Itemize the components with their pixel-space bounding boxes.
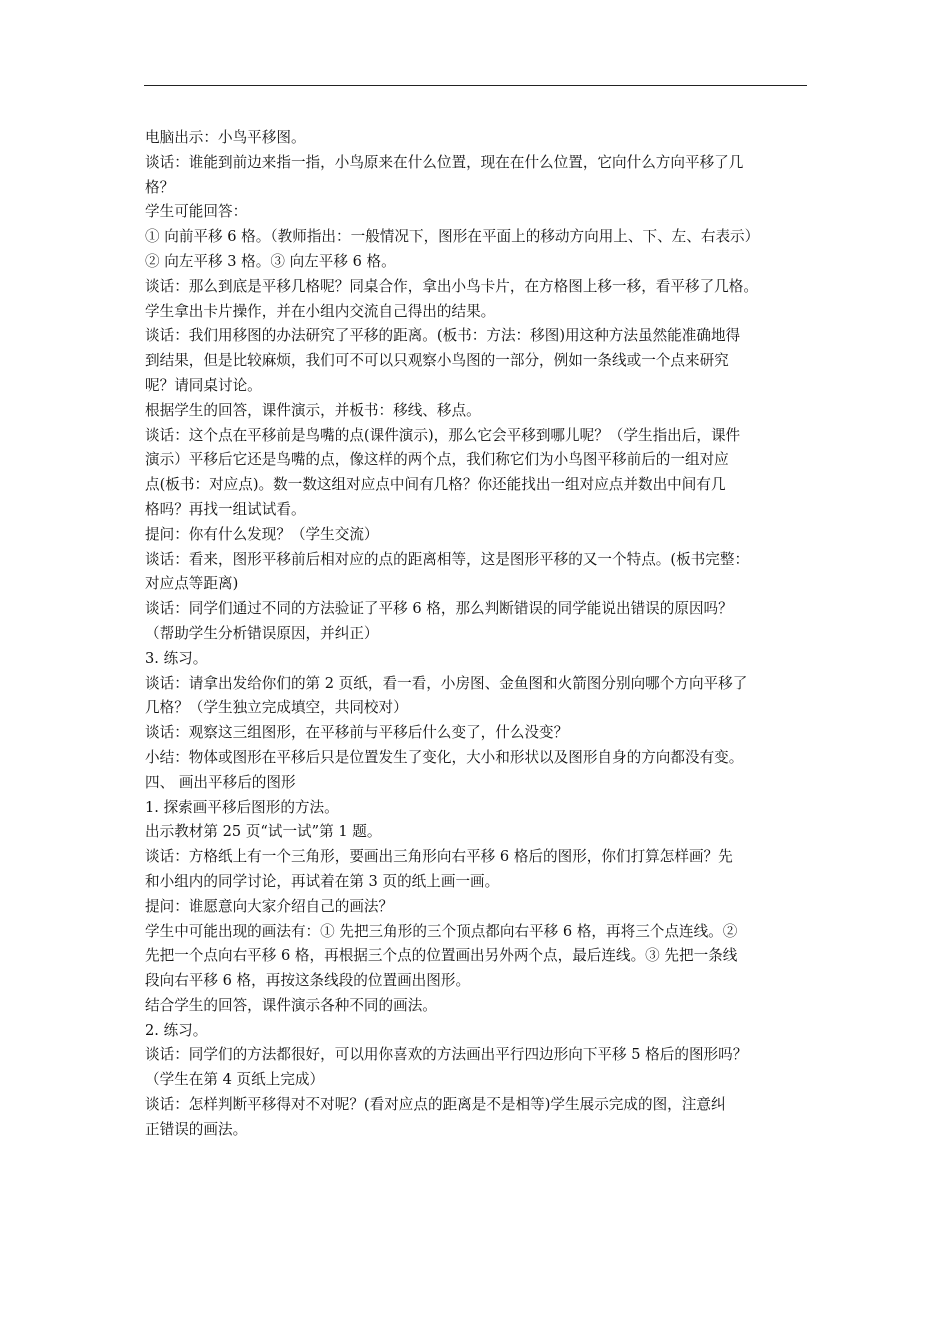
text-line: 谈话：请拿出发给你们的第 2 页纸，看一看，小房图、金鱼图和火箭图分别向哪个方向平移了 [145,674,748,692]
text-line: （帮助学生分析错误原因，并纠正） [145,624,379,642]
text-line: 结合学生的回答，课件演示各种不同的画法。 [145,996,437,1014]
text-line: 点(板书：对应点)。数一数这组对应点中间有几格？你还能找出一组对应点并数出中间有几 [145,476,726,494]
text-line: 四、 画出平移后的图形 [145,773,296,791]
text-line: 谈话：怎样判断平移得对不对呢？(看对应点的距离是不是相等)学生展示完成的图，注意纠 [145,1096,726,1114]
text-line: 格？ [145,178,175,196]
text-line: 学生拿出卡片操作，并在小组内交流自己得出的结果。 [145,302,496,320]
text-line: 正错误的画法。 [145,1120,248,1138]
text-line: 谈话：那么到底是平移几格呢？同桌合作，拿出小鸟卡片，在方格图上移一移，看平移了几格。 [145,277,758,295]
text-line: 电脑出示：小鸟平移图。 [145,129,306,146]
text-line: 谈话：观察这三组图形，在平移前与平移后什么变了，什么没变？ [145,724,569,742]
text-line: 格吗？再找一组试试看。 [145,500,306,518]
text-line: 谈话：我们用移图的办法研究了平移的距离。(板书：方法：移图)用这种方法虽然能准确地得 [145,327,741,345]
text-line: 谈话：看来，图形平移前后相对应的点的距离相等，这是图形平移的又一个特点。(板书完整： [145,550,750,568]
text-line: 出示教材第 25 页“试一试”第 1 题。 [145,823,382,841]
text-line: 2. 练习。 [145,1021,208,1039]
text-line: 学生中可能出现的画法有：① 先把三角形的三个顶点都向右平移 6 格，再将三个点连线。② [145,922,738,940]
text-line: 先把一个点向右平移 6 格，再根据三个点的位置画出另外两个点，最后连线。③ 先把一条线 [145,947,738,965]
text-line: 呢？请同桌讨论。 [145,376,262,394]
text-line: 谈话：这个点在平移前是鸟嘴的点(课件演示)，那么它会平移到哪儿呢？（学生指出后，课件 [145,426,741,444]
text-line: 小结：物体或图形在平移后只是位置发生了变化，大小和形状以及图形自身的方向都没有变。 [145,748,744,766]
text-line: 谈话：同学们的方法都很好，可以用你喜欢的方法画出平行四边形向下平移 5 格后的图形吗？ [145,1046,748,1064]
text-line: 谈话：谁能到前边来指一指，小鸟原来在什么位置，现在在什么位置，它向什么方向平移了几 [145,153,744,171]
text-line: 1. 探索画平移后图形的方法。 [145,798,339,816]
header-rule [144,85,807,86]
text-line: 对应点等距离) [145,575,239,593]
text-line: （学生在第 4 页纸上完成） [145,1071,325,1089]
text-line: ② 向左平移 3 格。③ 向左平移 6 格。 [145,252,396,270]
text-line: 谈话：同学们通过不同的方法验证了平移 6 格，那么判断错误的同学能说出错误的原因吗？ [145,600,733,618]
text-line: 段向右平移 6 格，再按这条线段的位置画出图形。 [145,972,471,990]
text-line: 学生可能回答： [145,203,248,221]
text-line: 3. 练习。 [145,649,208,667]
text-line: 和小组内的同学讨论，再试着在第 3 页的纸上画一画。 [145,872,500,890]
text-line: 演示）平移后它还是鸟嘴的点，像这样的两个点，我们称它们为小鸟图平移前后的一组对应 [145,451,729,469]
text-line: ① 向前平移 6 格。（教师指出：一般情况下，图形在平面上的移动方向用上、下、左、右表示） [145,228,760,246]
text-line: 几格？（学生独立完成填空，共同校对） [145,699,408,717]
text-line: 谈话：方格纸上有一个三角形，要画出三角形向右平移 6 格后的图形，你们打算怎样画？先 [145,848,733,866]
text-line: 提问：谁愿意向大家介绍自己的画法？ [145,897,394,915]
text-line: 根据学生的回答，课件演示，并板书：移线、移点。 [145,401,481,419]
text-line: 到结果，但是比较麻烦，我们可不可以只观察小鸟图的一部分，例如一条线或一个点来研究 [145,352,729,370]
text-line: 提问：你有什么发现？（学生交流） [145,525,379,543]
document-body [145,126,817,1143]
